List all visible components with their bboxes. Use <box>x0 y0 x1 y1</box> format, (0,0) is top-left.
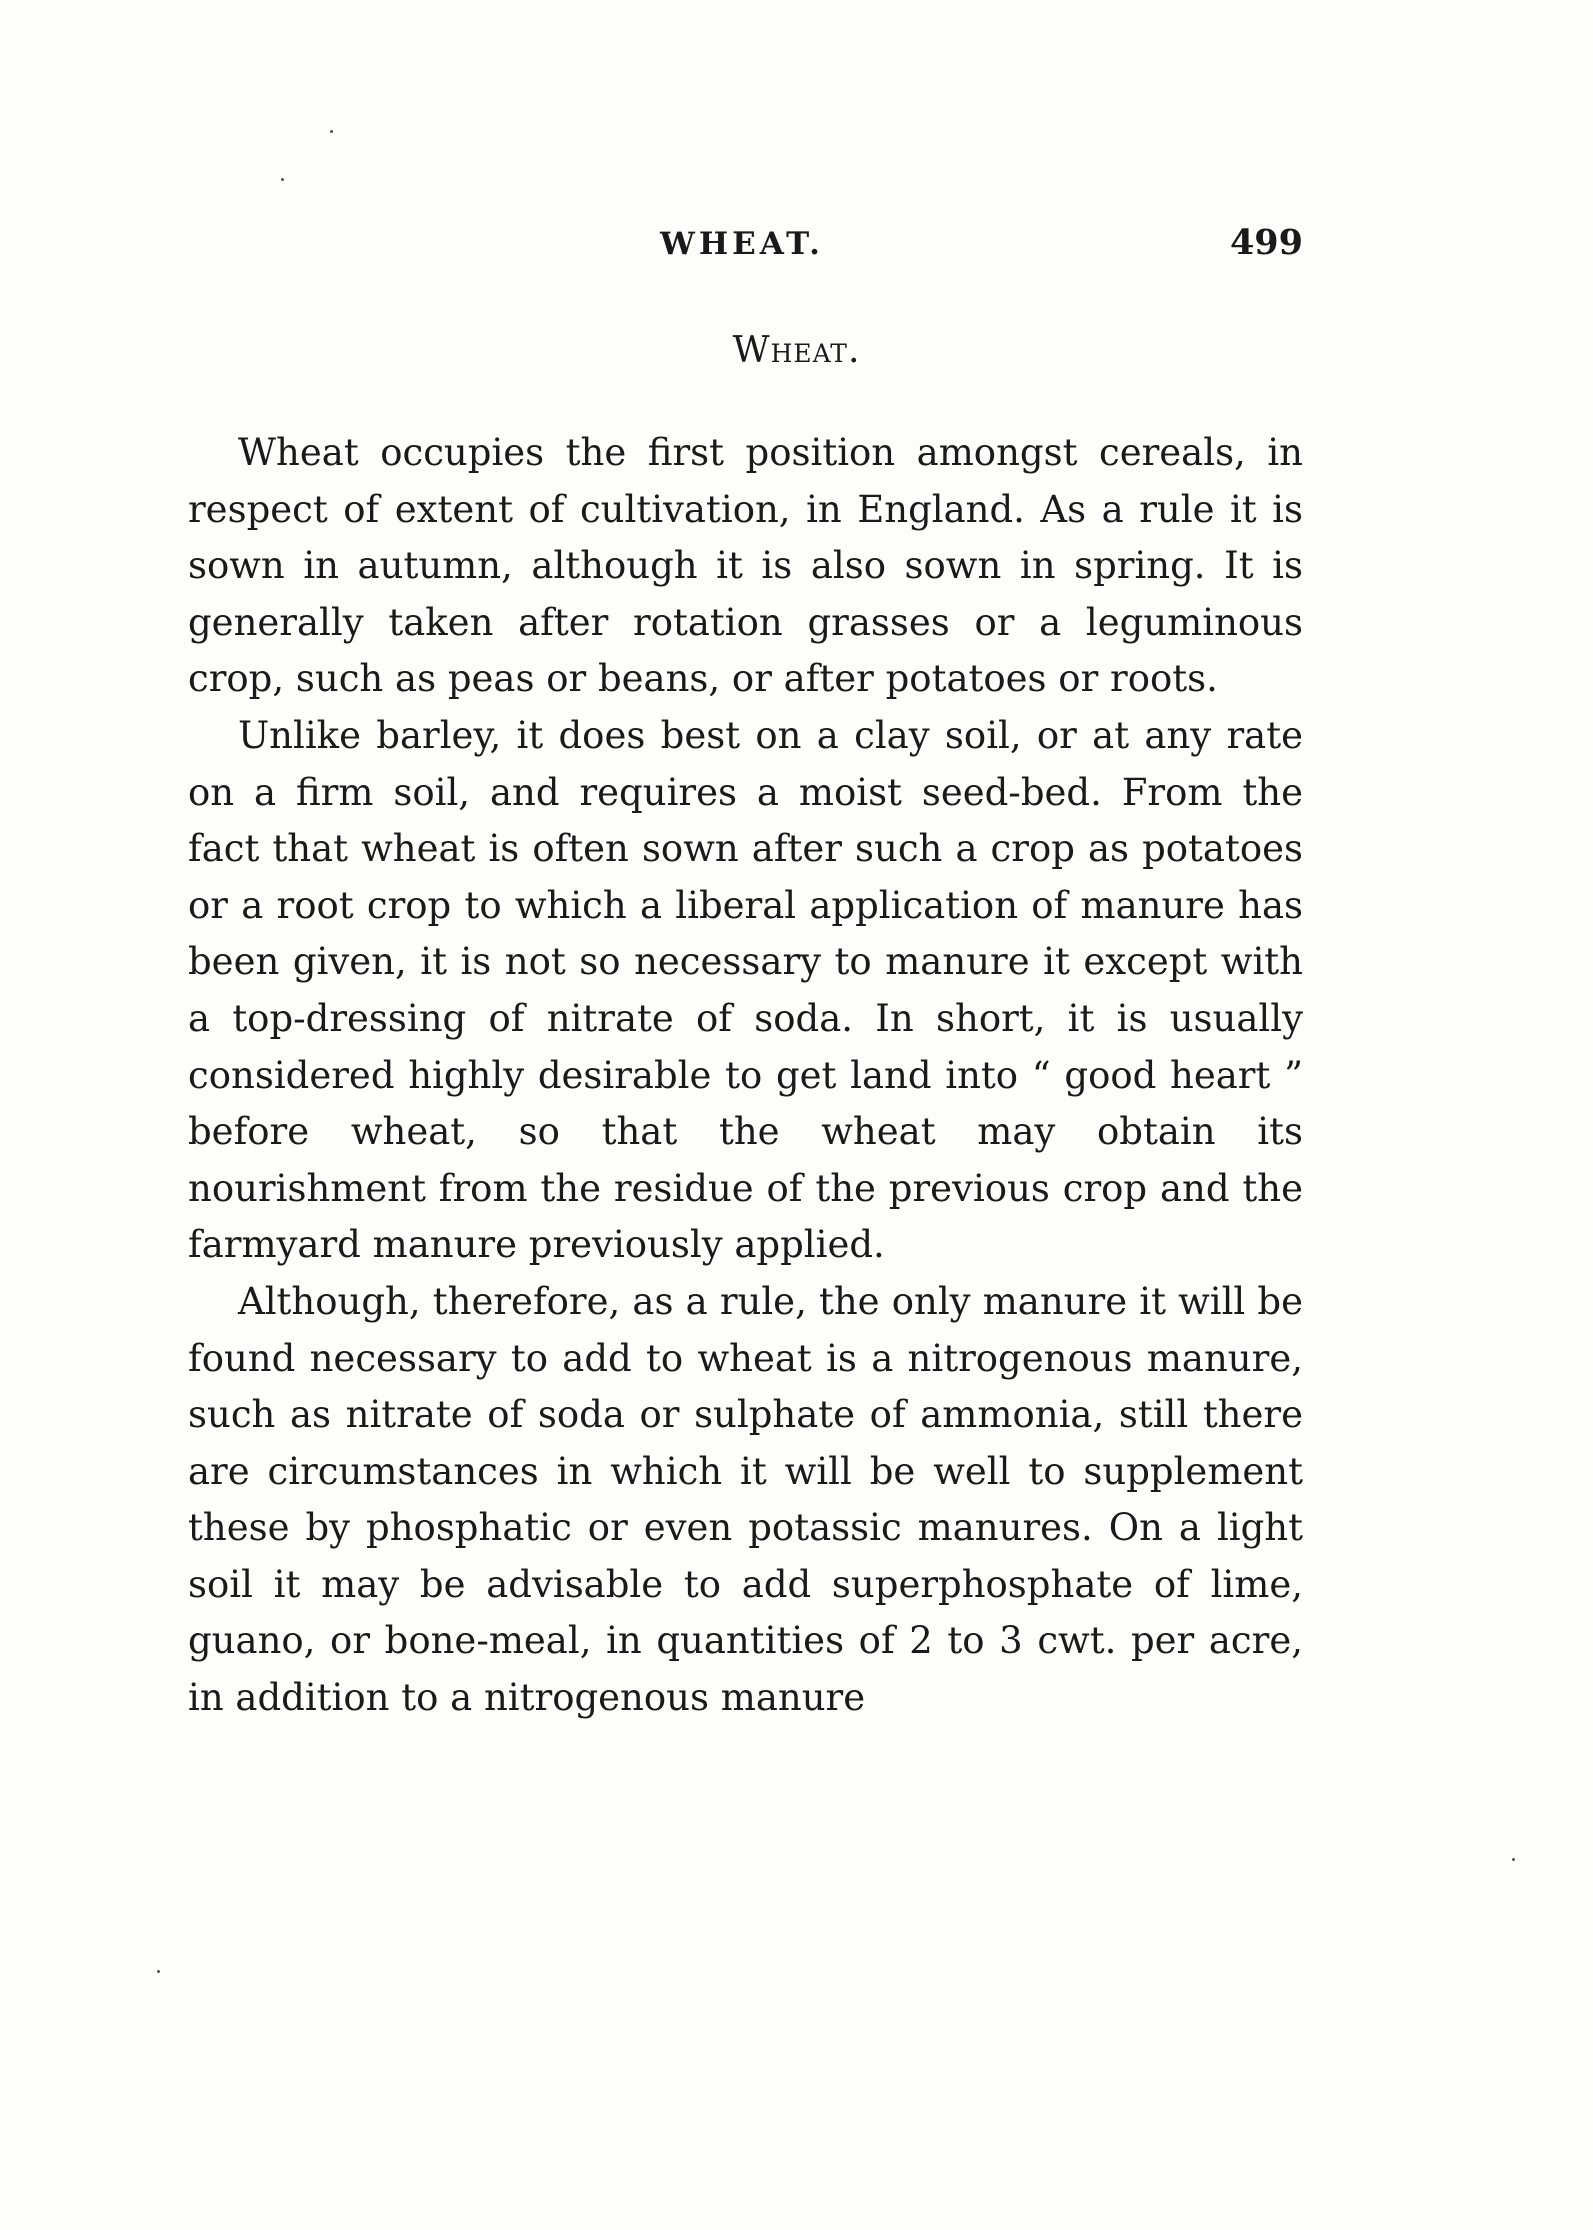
paragraph-3: Although, therefore, as a rule, the only manure it will be found necessary to add to wheat is a nitrogenous manure, such as nitrate of soda or sulphate of ammonia, still there are circumstances in which it will be well to supplement these by phosphatic or even potassic manures. On a light soil it may be advisable to add superphosphate of lime, guano, or bone-meal, in quantities of 2 to 3 cwt. per acre, in addition to a nitrogenous manure <box>188 1279 1303 1720</box>
page-number: 499 <box>1229 222 1303 263</box>
scan-speck <box>281 178 284 181</box>
scan-speck <box>157 1970 160 1973</box>
section-title <box>0 330 1593 371</box>
paragraph-1: Wheat occupies the first position amongst cereals, in respect of extent of cultivation, in England. As a rule it is sown in autumn, although it is also sown in spring. It is generally taken after rotation grasses or a leguminous crop, such as peas or beans, or after potatoes or roots. <box>188 431 1303 701</box>
running-head: WHEAT. <box>660 226 824 262</box>
scan-speck <box>1512 1858 1515 1861</box>
paragraph-2: Unlike barley, it does best on a clay soil, or at any rate on a firm soil, and requires a moist seed-bed. From the fact that wheat is often sown after such a crop as potatoes or a root crop to which a liberal application of manure has been given, it is not so necessary to manure it except with a top-dressing of nitrate of soda. In short, it is usually considered highly desirable to get land into “ good heart ” before wheat, so that the wheat may obtain its nourishment from the residue of the previous crop and the farmyard manure previously applied. <box>188 713 1303 1267</box>
scan-speck <box>330 130 333 133</box>
body-text <box>188 425 1303 1727</box>
section-title-text: Wheat. <box>732 330 861 371</box>
